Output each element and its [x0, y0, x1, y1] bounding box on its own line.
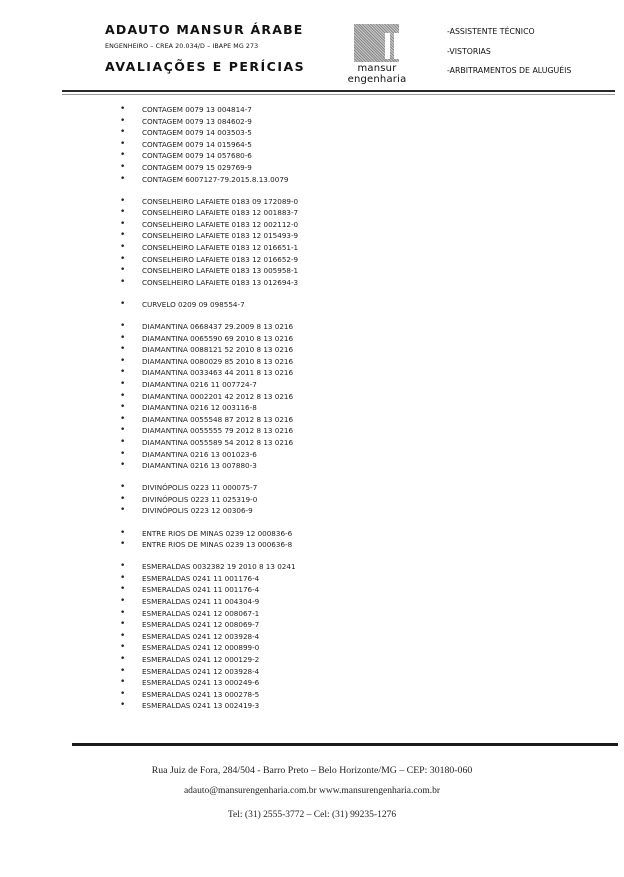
- list-item: • ESMERALDAS 0241 12 008067-1: [114, 608, 298, 620]
- logo-text: mansur engenharia: [347, 63, 407, 85]
- list-item: • CONTAGEM 0079 13 004814-7: [114, 104, 298, 116]
- list-item: • DIAMANTINA 0033463 44 2011 8 13 0216: [114, 367, 298, 379]
- firm-tagline: AVALIAÇÕES E PERÍCIAS: [105, 59, 306, 74]
- list-item: • DIAMANTINA 0216 13 007880-3: [114, 460, 298, 472]
- list-item: • DIVINÓPOLIS 0223 11 025319-0: [114, 494, 298, 506]
- list-item: • CONSELHEIRO LAFAIETE 0183 09 172089-0: [114, 196, 298, 208]
- list-item: • CONSELHEIRO LAFAIETE 0183 13 012694-3: [114, 277, 298, 289]
- header-divider-thin: [62, 94, 615, 95]
- list-item: • ESMERALDAS 0241 13 000249-6: [114, 677, 298, 689]
- list-item: • CONTAGEM 0079 13 084602-9: [114, 116, 298, 128]
- list-item: • ESMERALDAS 0241 11 001176-4: [114, 584, 298, 596]
- list-item: • ESMERALDAS 0241 12 008069-7: [114, 619, 298, 631]
- engineer-credentials: ENGENHEIRO – CREA 20.034/D – IBAPE MG 273: [105, 43, 259, 50]
- service-item: -ASSISTENTE TÉCNICO: [447, 27, 535, 36]
- list-item: • DIAMANTINA 0668437 29.2009 8 13 0216: [114, 321, 298, 333]
- list-item: • DIAMANTINA 0216 12 003116-8: [114, 402, 298, 414]
- list-item: • DIAMANTINA 0216 11 007724-7: [114, 379, 298, 391]
- list-item: • CURVELO 0209 09 098554-7: [114, 299, 298, 311]
- footer-contact: adauto@mansurengenharia.com.br www.mansurengenharia.com.br: [183, 786, 441, 796]
- list-item: • CONTAGEM 0079 14 015964-5: [114, 139, 298, 151]
- list-item: • DIAMANTINA 0055548 87 2012 8 13 0216: [114, 414, 298, 426]
- list-item: • CONTAGEM 0079 14 057680-6: [114, 150, 298, 162]
- list-item: • ESMERALDAS 0241 12 000129-2: [114, 654, 298, 666]
- list-item: • DIAMANTINA 0088121 52 2010 8 13 0216: [114, 344, 298, 356]
- list-item: • CONSELHEIRO LAFAIETE 0183 12 016652-9: [114, 254, 298, 266]
- list-item: • ESMERALDAS 0241 11 004304-9: [114, 596, 298, 608]
- footer-address: Rua Juiz de Fora, 284/504 - Barro Preto – Belo Horizonte/MG – CEP: 30180-060: [151, 765, 473, 776]
- list-item: • CONSELHEIRO LAFAIETE 0183 12 001883-7: [114, 207, 298, 219]
- list-item: • ESMERALDAS 0241 12 003928-4: [114, 631, 298, 643]
- list-item: • CONSELHEIRO LAFAIETE 0183 12 002112-0: [114, 219, 298, 231]
- list-item: • ESMERALDAS 0241 12 000899-0: [114, 642, 298, 654]
- list-item: • ENTRE RIOS DE MINAS 0239 13 000636-8: [114, 539, 298, 551]
- company-logo: [328, 24, 426, 85]
- process-list: [114, 104, 298, 712]
- list-item: • DIAMANTINA 0080029 85 2010 8 13 0216: [114, 356, 298, 368]
- list-item: • CONTAGEM 0079 15 029769-9: [114, 162, 298, 174]
- footer-phones: Tel: (31) 2555-3772 – Cel: (31) 99235-1276: [227, 810, 397, 820]
- list-item: • CONSELHEIRO LAFAIETE 0183 13 005958-1: [114, 265, 298, 277]
- list-item: • ESMERALDAS 0241 11 001176-4: [114, 573, 298, 585]
- list-item: • ESMERALDAS 0241 12 003928-4: [114, 666, 298, 678]
- list-item: • DIVINÓPOLIS 0223 11 000075-7: [114, 482, 298, 494]
- list-item: • ESMERALDAS 0032382 19 2010 8 13 0241: [114, 561, 298, 573]
- logo-icon: [354, 24, 399, 62]
- service-item: -VISTORIAS: [447, 46, 491, 56]
- list-item: • CONTAGEM 6007127-79.2015.8.13.0079: [114, 174, 298, 186]
- services-list: [447, 22, 571, 81]
- list-item: • CONSELHEIRO LAFAIETE 0183 12 015493-9: [114, 230, 298, 242]
- list-item: • ENTRE RIOS DE MINAS 0239 12 000836-6: [114, 528, 298, 540]
- list-item: • DIAMANTINA 0055555 79 2012 8 13 0216: [114, 425, 298, 437]
- footer-divider: [72, 743, 618, 746]
- list-item: • CONTAGEM 0079 14 003503-5: [114, 127, 298, 139]
- list-item: • DIVINÓPOLIS 0223 12 00306-9: [114, 505, 298, 517]
- list-item: • ESMERALDAS 0241 13 000278-5: [114, 689, 298, 701]
- engineer-name: ADAUTO MANSUR ÁRABE: [105, 22, 304, 37]
- letterhead-left: [105, 22, 305, 74]
- list-item: • ESMERALDAS 0241 13 002419-3: [114, 700, 298, 712]
- service-item: -ARBITRAMENTOS DE ALUGUÉIS: [447, 66, 572, 75]
- list-item: • DIAMANTINA 0002201 42 2012 8 13 0216: [114, 391, 298, 403]
- list-item: • DIAMANTINA 0216 13 001023-6: [114, 449, 298, 461]
- list-item: • DIAMANTINA 0065590 69 2010 8 13 0216: [114, 333, 298, 345]
- header-divider: [62, 90, 615, 92]
- list-item: • CONSELHEIRO LAFAIETE 0183 12 016651-1: [114, 242, 298, 254]
- list-item: • DIAMANTINA 0055589 54 2012 8 13 0216: [114, 437, 298, 449]
